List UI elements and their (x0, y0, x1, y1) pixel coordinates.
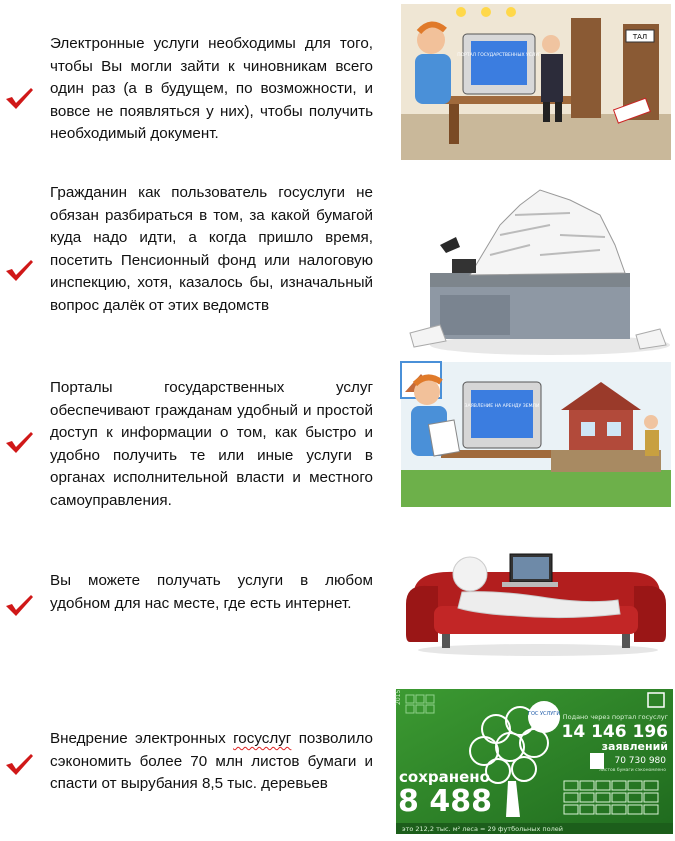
spellcheck-word: госуслуг (233, 730, 292, 747)
paper-count: 70 730 980 (614, 756, 666, 766)
item-text-4: Вы можете получать услуги в любом удобном для нас месте, где есть интернет. (50, 572, 373, 612)
item-text-2: Гражданин как пользователь госуслуги не обязан разбираться в том, за какой бумагой куда надо идти, а когда пришло время, посетить Пенсионный фонд или налоговую инспекцию, хотя, казалось бы, изначальный вопрос далёк от этих ведомств (50, 184, 373, 314)
checkmark-icon (4, 593, 34, 617)
saved-label: сохранено (399, 768, 490, 786)
image-paper-pile (400, 185, 672, 360)
image-clerk-office (401, 4, 671, 160)
gosuslugi-badge: ГОС УСЛУГИ (527, 711, 561, 717)
checkmark-icon (4, 258, 34, 282)
applications-label: заявлений (601, 740, 668, 753)
item-text-1: Электронные услуги необходимы для того, чтобы Вы могли зайти к чиновникам всего один раз (а в будущем, по возможности, и вовсе не появляться у них), чтобы получить необходимый документ. (50, 35, 373, 142)
item-text-5 (50, 728, 373, 796)
infographic-subtitle: Подано через портал госуслуг (562, 713, 668, 721)
screen-label: ПОРТАЛ ГОСУДАРСТВЕННЫХ УСЛУГ (457, 53, 541, 58)
text-part: позволило сэкономить более 70 млн листов бумаги и спасти от вырубания 8,5 тыс. деревьев (50, 730, 373, 792)
checkmark-icon (4, 752, 34, 776)
infographic-footer: это 212,2 тыс. м² леса = 29 футбольных полей (402, 825, 563, 833)
door-sign: ТАЛ (632, 33, 648, 41)
image-sofa-laptop (398, 520, 674, 660)
text-part: Внедрение электронных (50, 730, 234, 747)
paper-label: листов бумаги сэкономлено (599, 768, 666, 773)
image-gosuslugi-infographic (396, 689, 673, 834)
item-text-3: Порталы государственных услуг обеспечивают гражданам удобный и простой доступ к информации о том, как быстро и удобно получить те или иные услуги в органах исполнительной власти и местного самоуправления. (50, 379, 373, 509)
image-land-lease (401, 362, 671, 507)
checkmark-icon (4, 430, 34, 454)
screen-label: ЗАЯВЛЕНИЕ НА АРЕНДУ ЗЕМЛИ (464, 404, 540, 409)
applications-count: 14 146 196 (561, 722, 668, 742)
saved-value: 8 488 (398, 784, 492, 819)
year-label: 2015 (395, 689, 402, 705)
checkmark-icon (4, 86, 34, 110)
